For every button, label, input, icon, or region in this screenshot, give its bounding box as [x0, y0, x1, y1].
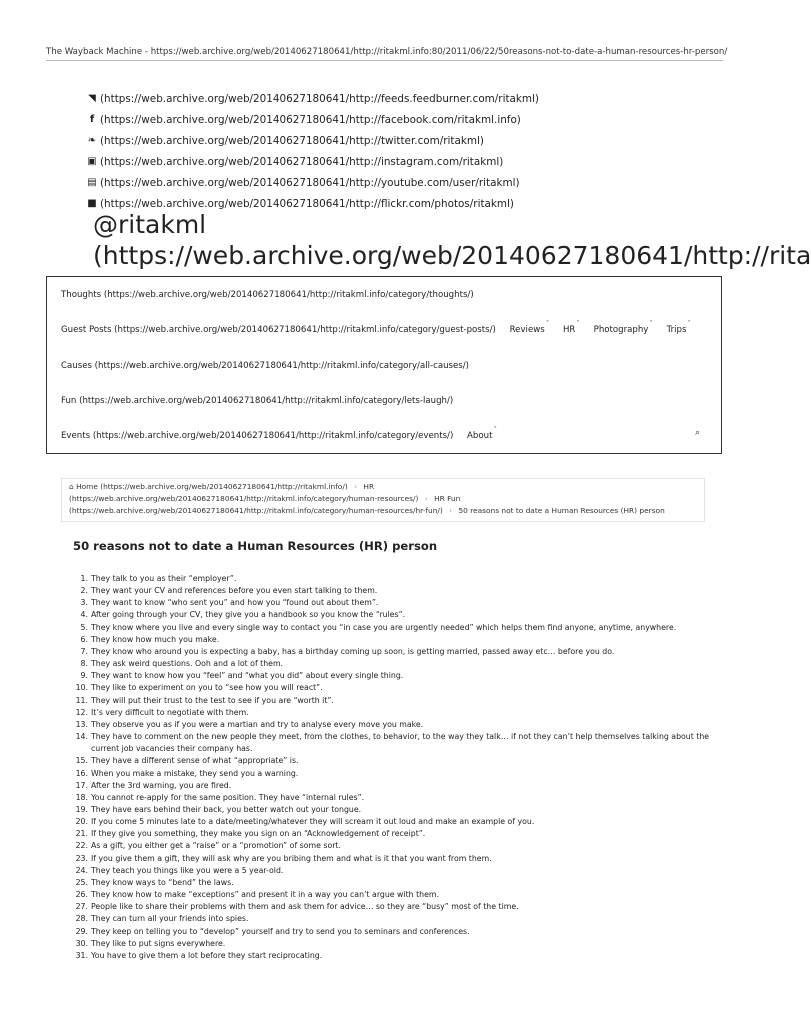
breadcrumb-home[interactable]: Home (https://web.archive.org/web/20140627180641/http://ritakml.info/)	[76, 482, 348, 491]
social-link-rss[interactable]	[87, 88, 539, 109]
nav-item-trips[interactable]	[666, 320, 691, 335]
item-text: When you make a mistake, they send you a warning.	[91, 768, 299, 778]
item-number: 13.	[75, 719, 88, 729]
list-item	[73, 719, 723, 731]
chevron-down-icon: ˇ	[687, 320, 691, 328]
item-number: 17.	[75, 780, 88, 790]
item-text: After going through your CV, they give you a handbook so you know the “rules”.	[91, 610, 406, 620]
nav-item-label: Reviews	[509, 325, 545, 335]
social-link-text[interactable]: (https://web.archive.org/web/20140627180641/http://facebook.com/ritakml.info)	[100, 113, 521, 126]
item-number: 21.	[75, 829, 88, 839]
list-item	[73, 853, 723, 865]
item-number: 14.	[75, 732, 88, 742]
social-link-twitter[interactable]	[87, 130, 539, 151]
list-item	[73, 840, 723, 852]
item-text: They have ears behind their back, you better watch out your tongue.	[91, 804, 362, 814]
list-item	[73, 950, 723, 962]
item-text: They can turn all your friends into spies.	[91, 914, 249, 924]
list-item	[73, 609, 723, 621]
social-link-text[interactable]: (https://web.archive.org/web/20140627180641/http://twitter.com/ritakml)	[100, 134, 484, 147]
social-link-text[interactable]: (https://web.archive.org/web/20140627180641/http://youtube.com/user/ritakml)	[100, 176, 520, 189]
page-title: 50 reasons not to date a Human Resources (HR) person	[73, 539, 438, 553]
breadcrumb-hr[interactable]: HR	[363, 482, 375, 491]
brand-url: (https://web.archive.org/web/20140627180641/http://rita	[93, 241, 811, 270]
item-number: 31.	[75, 950, 88, 960]
social-links	[87, 88, 539, 214]
item-text: They like to experiment on you to “see how you will react”.	[91, 683, 323, 693]
item-number: 6.	[80, 634, 88, 644]
list-item	[73, 926, 723, 938]
item-number: 18.	[75, 792, 88, 802]
item-text: They like to put signs everywhere.	[91, 938, 226, 948]
instagram-icon: ▣	[87, 156, 97, 167]
nav-item-fun[interactable]: Fun (https://web.archive.org/web/20140627180641/http://ritakml.info/category/lets-laugh/)	[61, 396, 454, 406]
nav-item-thoughts[interactable]: Thoughts (https://web.archive.org/web/20140627180641/http://ritakml.info/category/thoughts/)	[61, 290, 474, 300]
list-item	[73, 658, 723, 670]
item-text: They want to know how you “feel” and “what you did” about every single thing.	[91, 671, 404, 681]
item-text: They observe you as if you were a martian and try to analyse every move you make.	[91, 719, 424, 729]
breadcrumb	[61, 478, 705, 522]
list-item	[73, 780, 723, 792]
item-number: 2.	[80, 586, 88, 596]
list-item	[73, 901, 723, 913]
reasons-list	[73, 573, 723, 962]
twitter-icon: ❧	[87, 135, 97, 146]
list-item	[73, 682, 723, 694]
item-text: They ask weird questions. Ooh and a lot of them.	[91, 659, 284, 669]
nav-item-guest-posts[interactable]: Guest Posts (https://web.archive.org/web/20140627180641/http://ritakml.info/category/guest-posts/)	[61, 325, 496, 335]
item-text: If you give them a gift, they will ask why are you bribing them and what is it that you want from them.	[91, 853, 492, 863]
item-number: 23.	[75, 853, 88, 863]
nav-row	[61, 396, 464, 406]
item-text: After the 3rd warning, you are fired.	[91, 780, 232, 790]
item-number: 8.	[80, 659, 88, 669]
youtube-icon: ▤	[87, 177, 97, 188]
item-number: 4.	[80, 610, 88, 620]
nav-item-about[interactable]	[467, 426, 497, 441]
item-text: They know how to make “exceptions” and present it in a way you can’t argue with them.	[91, 890, 439, 900]
nav-item-label: About	[467, 431, 493, 441]
breadcrumb-hr-fun[interactable]: HR Fun	[434, 494, 461, 503]
item-number: 28.	[75, 914, 88, 924]
list-item	[73, 695, 723, 707]
item-number: 12.	[75, 707, 88, 717]
list-item	[73, 585, 723, 597]
breadcrumb-hr-fun-url[interactable]: (https://web.archive.org/web/20140627180641/http://ritakml.info/category/human-resources/hr-fun/)	[69, 506, 443, 515]
breadcrumb-current: 50 reasons not to date a Human Resources (HR) person	[458, 506, 665, 515]
list-item	[73, 877, 723, 889]
wayback-banner[interactable]: The Wayback Machine - https://web.archive.org/web/20140627180641/http://ritakml.info:80/2011/06/22/50reasons-not-to-date-a-human-resources-hr-person/	[46, 47, 728, 57]
item-text: You cannot re-apply for the same position. They have “internal rules”.	[91, 792, 365, 802]
facebook-icon: f	[89, 114, 95, 125]
item-text: They will put their trust to the test to see if you are “worth it”.	[91, 695, 334, 705]
breadcrumb-hr-url[interactable]: (https://web.archive.org/web/20140627180641/http://ritakml.info/category/human-resources/)	[69, 494, 419, 503]
item-number: 26.	[75, 890, 88, 900]
list-item	[73, 731, 723, 755]
social-link-instagram[interactable]	[87, 151, 539, 172]
item-text: If they give you something, they make you sign on an “Acknowledgement of receipt”.	[91, 829, 426, 839]
item-text: They keep on telling you to “develop” yourself and try to send you to seminars and conferences.	[91, 926, 470, 936]
item-number: 19.	[75, 804, 88, 814]
list-item	[73, 828, 723, 840]
banner-divider	[46, 60, 723, 61]
list-item	[73, 889, 723, 901]
list-item	[73, 670, 723, 682]
item-text: They talk to you as their “employer”.	[91, 574, 237, 583]
item-text: They want to know “who sent you” and how you “found out about them”.	[91, 598, 379, 608]
item-text: People like to share their problems with them and ask them for advice… so they are “busy” most of the time.	[91, 902, 519, 912]
nav-item-photography[interactable]	[593, 320, 653, 335]
item-text: They want your CV and references before you even start talking to them.	[91, 586, 378, 596]
list-item	[73, 755, 723, 767]
item-number: 11.	[75, 695, 88, 705]
social-link-text[interactable]: (https://web.archive.org/web/20140627180641/http://flickr.com/photos/ritakml)	[100, 197, 514, 210]
nav-item-label: Trips	[666, 325, 687, 335]
item-number: 22.	[75, 841, 88, 851]
item-text: They know where you live and every single way to contact you “in case you are urgently needed” which helps them find anyone, anytime, anywhere.	[91, 622, 677, 632]
item-number: 5.	[80, 622, 88, 632]
list-item	[73, 768, 723, 780]
list-item	[73, 634, 723, 646]
item-number: 27.	[75, 902, 88, 912]
list-item	[73, 646, 723, 658]
nav-item-hr[interactable]	[562, 320, 580, 335]
social-link-text[interactable]: (https://web.archive.org/web/20140627180641/http://feeds.feedburner.com/ritakml)	[100, 92, 539, 105]
item-text: They teach you things like you were a 5 year-old.	[91, 865, 284, 875]
chevron-down-icon: ˇ	[649, 320, 653, 328]
item-number: 29.	[75, 926, 88, 936]
flickr-icon: ■	[87, 198, 97, 209]
nav-item-events[interactable]: Events (https://web.archive.org/web/20140627180641/http://ritakml.info/category/events/)	[61, 431, 454, 441]
list-item	[73, 573, 723, 585]
item-text: You have to give them a lot before they start reciprocating.	[91, 950, 323, 960]
item-number: 16.	[75, 768, 88, 778]
item-text: It’s very difficult to negotiate with them.	[91, 707, 249, 717]
social-link-text[interactable]: (https://web.archive.org/web/20140627180641/http://instagram.com/ritakml)	[100, 155, 504, 168]
list-item	[73, 597, 723, 609]
list-item	[73, 816, 723, 828]
chevron-down-icon: ˇ	[576, 320, 580, 328]
breadcrumb-separator: ›	[354, 482, 358, 491]
item-number: 30.	[75, 938, 88, 948]
item-number: 24.	[75, 865, 88, 875]
item-number: 15.	[75, 756, 88, 766]
item-text: They know ways to “bend” the laws.	[91, 877, 234, 887]
nav-row	[61, 426, 508, 441]
chevron-down-icon: ˇ	[545, 320, 550, 328]
item-number: 1.	[80, 574, 88, 583]
item-number: 3.	[80, 598, 88, 608]
nav-row	[61, 361, 480, 371]
nav-item-label: HR	[562, 325, 576, 335]
item-number: 25.	[75, 877, 88, 887]
item-number: 20.	[75, 817, 88, 827]
home-icon: ⌂	[69, 482, 74, 491]
social-link-facebook[interactable]	[87, 109, 539, 130]
item-text: If you come 5 minutes late to a date/meeting/whatever they will scream it out loud and make an example of you.	[91, 817, 535, 827]
brand-name: @ritakml	[93, 210, 207, 239]
item-text: They know how much you make.	[91, 634, 220, 644]
nav-row	[61, 320, 702, 335]
list-item	[73, 804, 723, 816]
breadcrumb-separator: ›	[449, 506, 453, 515]
list-item	[73, 792, 723, 804]
item-number: 10.	[75, 683, 88, 693]
item-number: 7.	[80, 646, 88, 656]
breadcrumb-separator: ›	[424, 494, 428, 503]
nav-item-reviews[interactable]	[509, 320, 550, 335]
social-link-youtube[interactable]	[87, 172, 539, 193]
list-item	[73, 938, 723, 950]
item-text: They know who around you is expecting a baby, has a birthday coming up soon, is getting married, passed away etc… before you do.	[91, 646, 615, 656]
list-item	[73, 622, 723, 634]
item-text: As a gift, you either get a “raise” or a “promotion” of some sort.	[91, 841, 341, 851]
main-nav	[46, 276, 722, 454]
list-item	[73, 707, 723, 719]
list-item	[73, 865, 723, 877]
search-icon[interactable]: ⌕	[694, 428, 700, 438]
item-number: 9.	[80, 671, 88, 681]
nav-item-causes[interactable]: Causes (https://web.archive.org/web/20140627180641/http://ritakml.info/category/all-causes/)	[61, 361, 470, 371]
item-text: They have a different sense of what “appropriate” is.	[91, 756, 299, 766]
rss-icon: ◥	[88, 93, 96, 104]
list-item	[73, 913, 723, 925]
nav-row	[61, 290, 485, 300]
nav-item-label: Photography	[593, 325, 649, 335]
chevron-down-icon: ˇ	[493, 426, 497, 434]
item-text: They have to comment on the new people they meet, from the clothes, to behavior, to the way they talk… if not they can’t help themselves talking about the current job vacancies their company has.	[91, 732, 710, 754]
site-brand-link[interactable]	[93, 209, 811, 271]
